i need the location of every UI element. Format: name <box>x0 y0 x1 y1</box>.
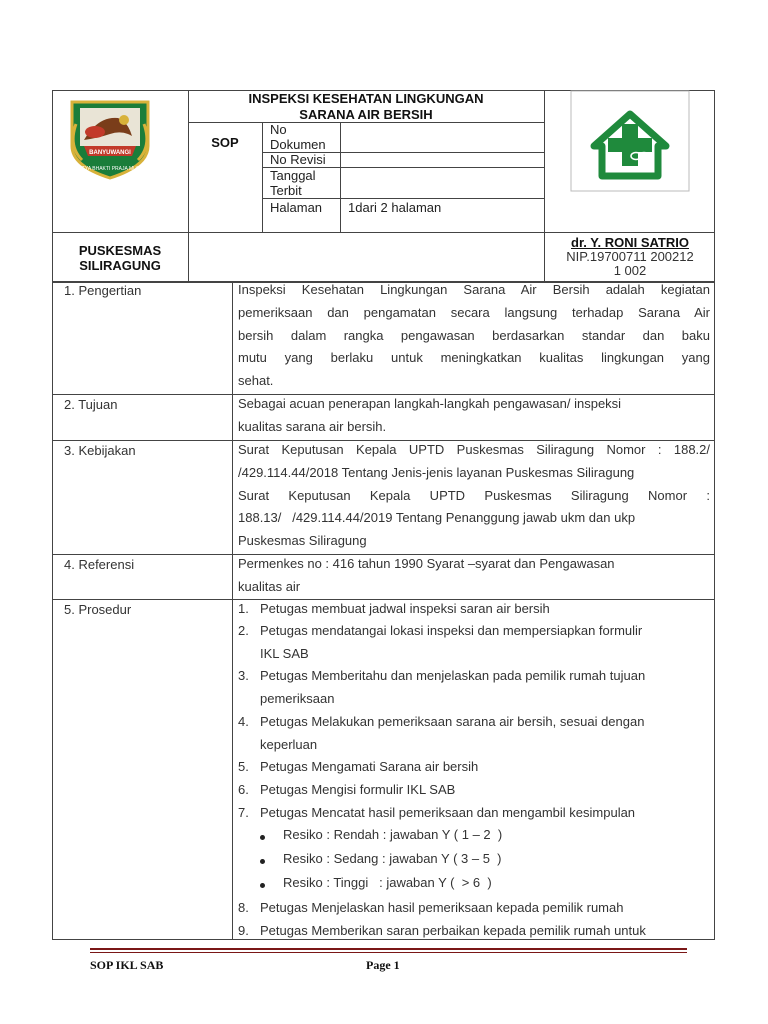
text-line: Petugas Memberitahu dan menjelaskan pada pemilik rumah tujuan <box>260 668 646 683</box>
row-content-referensi <box>238 553 710 599</box>
list-item-number: 2. <box>238 623 249 638</box>
text-line: 188.13/ /429.114.44/2019 Tentang Penanggung jawab ukm dan ukp <box>238 510 636 526</box>
bullet-icon <box>260 859 265 864</box>
list-item-text: Petugas Memberikan saran perbaikan kepada pemilik rumah untuk <box>260 923 646 938</box>
text-line: /429.114.44/2018 Tentang Jenis-jenis layanan Puskesmas Siliragung <box>238 464 635 480</box>
footer-document-code: SOP IKL SAB <box>90 958 164 972</box>
signer-nip <box>545 250 715 278</box>
row-label-pengertian: 1. Pengertian <box>64 283 142 298</box>
logo-motto-text: SATYA BHAKTI PRAJA MUKTI <box>75 166 145 172</box>
header-divider <box>262 198 544 199</box>
row-content-pengertian <box>238 279 710 393</box>
title-line-1: INSPEKSI KESEHATAN LINGKUNGAN <box>248 91 484 106</box>
page-title <box>188 91 544 123</box>
text-line: mutu yang berlaku untuk meningkatkan kualitas lingkungan yang <box>238 350 710 366</box>
halaman-label: Halaman <box>270 200 323 215</box>
footer-rule <box>90 948 687 950</box>
row-label-tujuan: 2. Tujuan <box>64 397 118 412</box>
row-label-kebijakan: 3. Kebijakan <box>64 443 136 458</box>
text-line: Surat Keputusan Kepala UPTD Puskesmas Siliragung Nomor : 188.2/ <box>238 442 710 457</box>
text-line: bersih dalam rangka pengawasan berdasarkan standar dan baku <box>238 327 710 343</box>
text-line: Permenkes no : 416 tahun 1990 Syarat –syarat dan Pengawasan <box>238 556 615 571</box>
organization-name <box>52 243 188 273</box>
no-revisi-label: No Revisi <box>270 152 326 167</box>
tanggal-label-line: Tanggal <box>270 168 316 183</box>
no-dokumen-label <box>270 122 326 152</box>
text-line: pemeriksaan dan pengamatan secara langsung terhadap Sarana Air <box>238 304 710 320</box>
list-item-number: 3. <box>238 668 249 683</box>
list-item-number: 8. <box>238 900 249 915</box>
bullet-icon <box>260 883 265 888</box>
footer-page-number: Page 1 <box>366 958 400 972</box>
text-line: keperluan <box>260 736 318 752</box>
signer-nip-line: NIP.19700711 200212 <box>566 249 694 264</box>
row-content-tujuan <box>238 393 710 439</box>
bullet-text: Resiko : Rendah : jawaban Y ( 1 – 2 ) <box>283 827 503 842</box>
list-item-number: 4. <box>238 714 249 729</box>
table-divider <box>232 282 233 940</box>
text-line: Petugas Melakukan pemeriksaan sarana air bersih, sesuai dengan <box>260 714 645 729</box>
organization-name-line: SILIRAGUNG <box>79 258 161 273</box>
list-item-text: Petugas Mencatat hasil pemeriksaan dan mengambil kesimpulan <box>260 805 636 820</box>
row-content-kebijakan <box>238 439 710 553</box>
regional-logo <box>62 96 158 182</box>
bullet-text: Resiko : Tinggi : jawaban Y ( > 6 ) <box>283 875 492 890</box>
header-divider <box>340 122 341 232</box>
text-line: kualitas air <box>238 578 301 594</box>
list-item-text <box>260 620 712 666</box>
list-item-text: Petugas Mengisi formulir IKL SAB <box>260 782 456 797</box>
tanggal-terbit-label <box>270 168 316 198</box>
list-item-number: 7. <box>238 805 249 820</box>
list-item-number: 1. <box>238 601 249 616</box>
list-item-number: 9. <box>238 923 249 938</box>
list-item-text: Petugas Menjelaskan hasil pemeriksaan kepada pemilik rumah <box>260 900 624 915</box>
halaman-value: 1dari 2 halaman <box>348 200 442 215</box>
text-line: IKL SAB <box>260 645 309 661</box>
header-divider <box>262 122 263 232</box>
title-line-2: SARANA AIR BERSIH <box>299 107 433 122</box>
list-item-text <box>260 665 712 711</box>
text-line: Sebagai acuan penerapan langkah-langkah pengawasan/ inspeksi <box>238 396 622 411</box>
bullet-text: Resiko : Sedang : jawaban Y ( 3 – 5 ) <box>283 851 502 866</box>
no-dokumen-label-line: Dokumen <box>270 137 326 152</box>
list-item-text: Petugas Mengamati Sarana air bersih <box>260 759 479 774</box>
sop-label: SOP <box>211 135 239 150</box>
text-line: Puskesmas Siliragung <box>238 533 367 549</box>
list-item-text <box>260 711 712 757</box>
list-item-text: Petugas membuat jadwal inspeksi saran air bersih <box>260 601 550 616</box>
bullet-icon <box>260 835 265 840</box>
list-item-number: 5. <box>238 759 249 774</box>
text-line: Surat Keputusan Kepala UPTD Puskesmas Siliragung Nomor : <box>238 487 710 503</box>
header-divider <box>52 232 715 233</box>
text-line: Inspeksi Kesehatan Lingkungan Sarana Air Bersih adalah kegiatan <box>238 282 710 297</box>
list-item-number: 6. <box>238 782 249 797</box>
row-label-prosedur: 5. Prosedur <box>64 602 132 617</box>
row-label-referensi: 4. Referensi <box>64 557 135 572</box>
no-dokumen-label-line: No <box>270 122 287 137</box>
text-line: sehat. <box>238 373 274 389</box>
text-line: pemeriksaan <box>260 690 335 706</box>
puskesmas-logo <box>570 90 690 192</box>
signer-name: dr. Y. RONI SATRIO <box>571 235 689 250</box>
footer-rule <box>90 952 687 953</box>
text-line: kualitas sarana air bersih. <box>238 418 387 434</box>
tanggal-label-line: Terbit <box>270 183 302 198</box>
signer-nip-line: 1 002 <box>613 263 647 278</box>
text-line: Petugas mendatangai lokasi inspeksi dan mempersiapkan formulir <box>260 623 643 638</box>
logo-banner-text: BANYUWANGI <box>89 150 131 156</box>
organization-name-line: PUSKESMAS <box>78 243 162 258</box>
